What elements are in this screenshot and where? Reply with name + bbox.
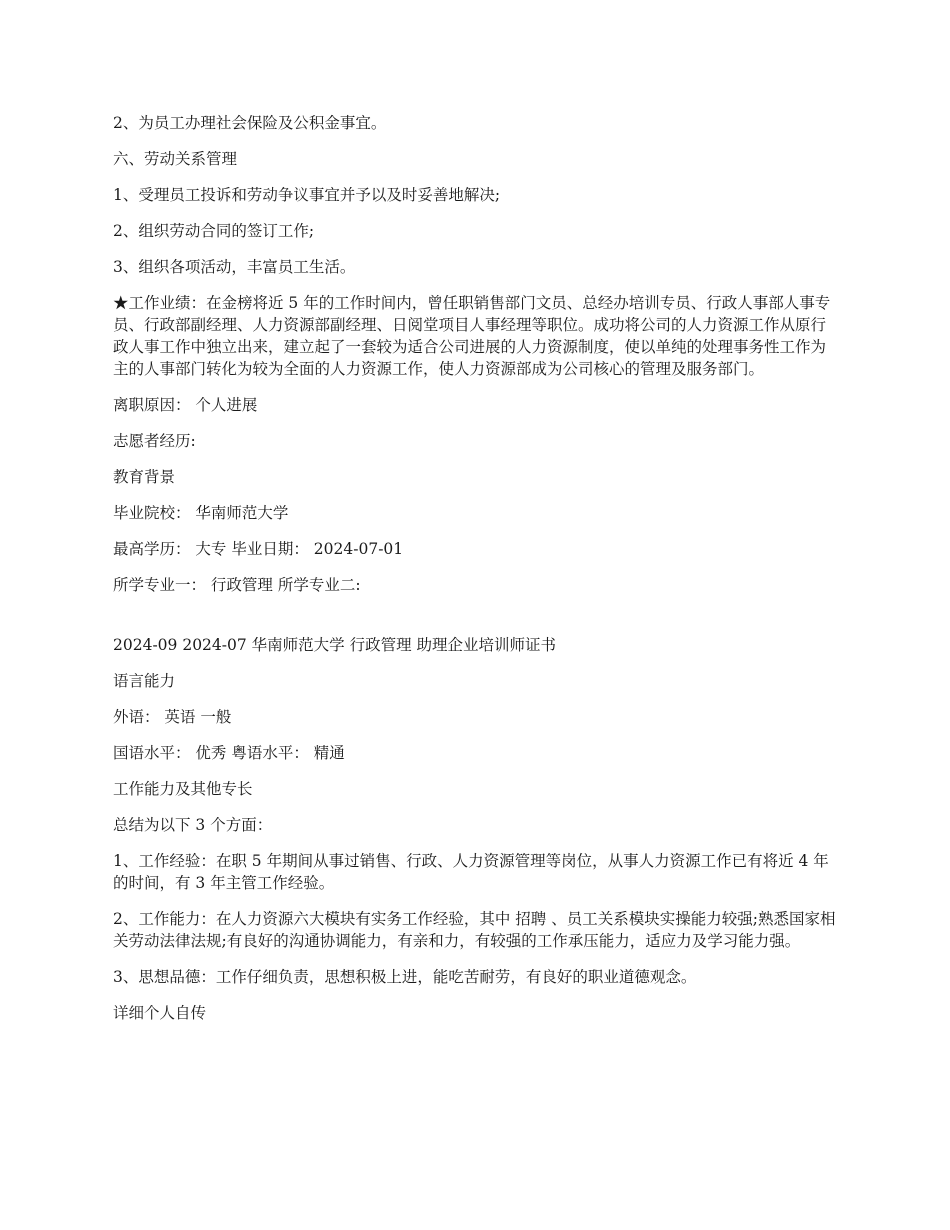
paragraph-mandarin-cantonese: 国语水平： 优秀 粤语水平： 精通 [113,744,345,762]
heading-labor-relations: 六、劳动关系管理 [113,150,238,168]
paragraph-experience: 1、工作经验：在职 5 年期间从事过销售、行政、人力资源管理等岗位，从事人力资源工作已有将近 4 年的时间，有 3 年主管工作经验。 [113,852,829,892]
paragraph-volunteer: 志愿者经历: [113,432,196,450]
heading-autobiography: 详细个人自传 [113,1004,207,1022]
paragraph-degree: 最高学历： 大专 毕业日期： 2024-07-01 [113,540,404,558]
paragraph-character: 3、思想品德：工作仔细负责，思想积极上进，能吃苦耐劳，有良好的职业道德观念。 [113,968,697,986]
paragraph-contracts: 2、组织劳动合同的签订工作; [113,222,315,240]
paragraph-complaints: 1、受理员工投诉和劳动争议事宜并予以及时妥善地解决; [113,186,501,204]
document-page [113,112,841,1038]
paragraph-social-insurance: 2、为员工办理社会保险及公积金事宜。 [113,114,387,132]
heading-education: 教育背景 [113,468,176,486]
paragraph-foreign-language: 外语： 英语 一般 [113,708,232,726]
paragraph-achievements: ★工作业绩：在金榜将近 5 年的工作时间内，曾任职销售部门文员、总经办培训专员、行政人事部人事专员、行政部副经理、人力资源部副经理、日阅堂项目人事经理等职位。成功将公司的人力资源工作从原行政人事工作中独立出来，建立起了一套较为适合公司进展的人力资源制度，使以单纯的处理事务性工作为主的人事部门转化为较为全面的人力资源工作，使人力资源部成为公司核心的管理及服务部门。 [113,294,831,378]
heading-skills: 工作能力及其他专长 [113,780,253,798]
paragraph-ability: 2、工作能力：在人力资源六大模块有实务工作经验，其中 招聘 、员工关系模块实操能力较强;熟悉国家相关劳动法律法规;有良好的沟通协调能力，有亲和力，有较强的工作承压能力，适应力及学习能力强。 [113,910,836,950]
paragraph-certificate: 2024-09 2024-07 华南师范大学 行政管理 助理企业培训师证书 [113,636,557,654]
paragraph-school: 毕业院校： 华南师范大学 [113,504,289,522]
paragraph-major: 所学专业一： 行政管理 所学专业二: [113,576,361,594]
paragraph-activities: 3、组织各项活动，丰富员工生活。 [113,258,356,276]
paragraph-leave-reason: 离职原因： 个人进展 [113,396,258,414]
heading-language: 语言能力 [113,672,176,690]
paragraph-summary-intro: 总结为以下 3 个方面： [113,816,273,834]
